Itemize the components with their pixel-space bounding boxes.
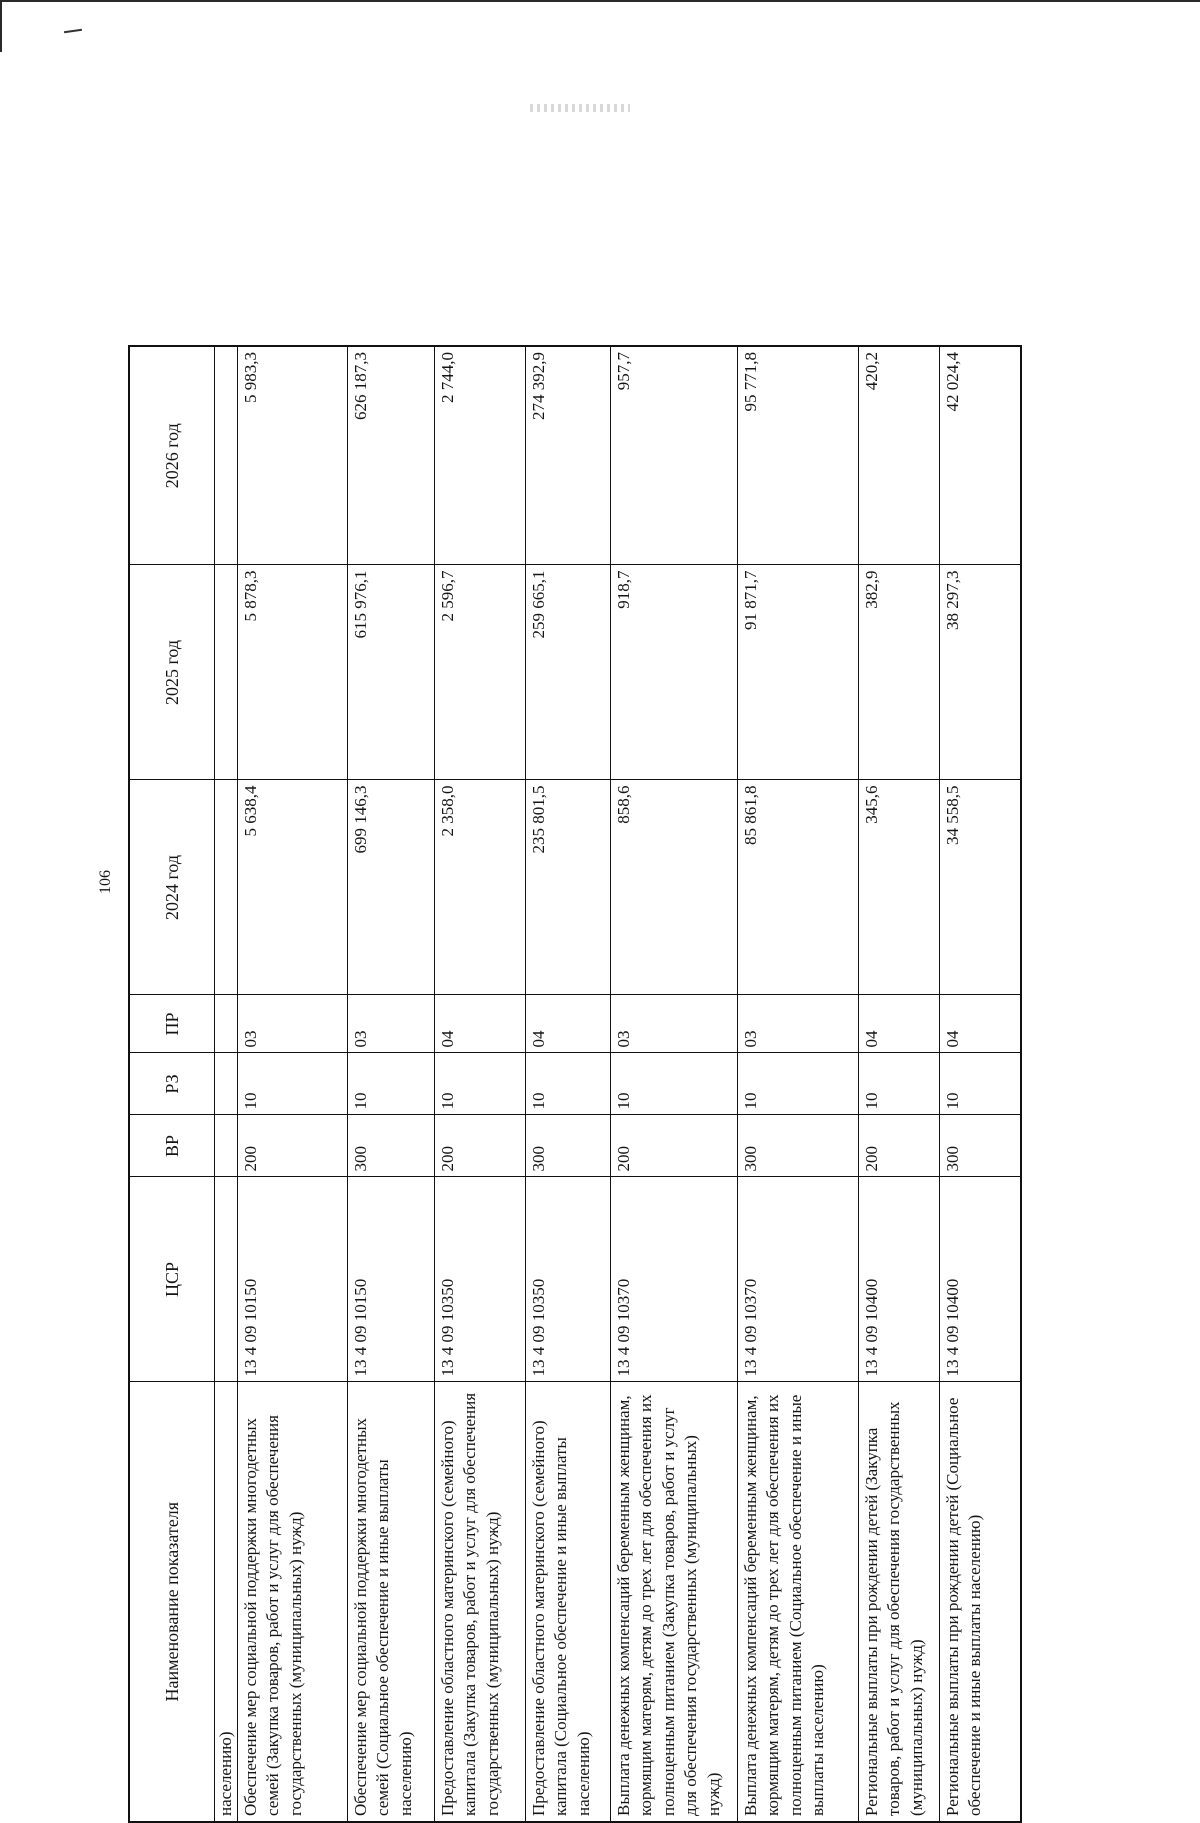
table-row <box>526 346 611 1822</box>
cell-name: Предоставление областного материнского (семейного) капитала (Закупка товаров, работ и услуг для обеспечения государственных (муниципальных) нужд) <box>435 1382 526 1822</box>
cell-rz: 10 <box>859 1053 940 1115</box>
cell-2024: 858,6 <box>611 780 738 995</box>
header-2024: 2024 год <box>129 780 215 995</box>
cell-pr: 04 <box>435 995 526 1053</box>
empty-cell <box>215 1115 238 1177</box>
header-name: Наименование показателя <box>129 1382 215 1822</box>
table-header-row <box>129 346 215 1822</box>
empty-cell <box>215 995 238 1053</box>
cell-name: Обеспечение мер социальной поддержки многодетных семей (Закупка товаров, работ и услуг для обеспечения государственных (муниципальных) нужд) <box>238 1382 348 1822</box>
header-rz: РЗ <box>129 1053 215 1115</box>
scan-edge-top <box>0 0 1200 2</box>
table-row <box>611 346 738 1822</box>
cell-pr: 03 <box>348 995 435 1053</box>
header-csr: ЦСР <box>129 1177 215 1382</box>
cell-csr: 13 4 09 10370 <box>611 1177 738 1382</box>
cell-2024: 2 358,0 <box>435 780 526 995</box>
table-row <box>348 346 435 1822</box>
cell-2024: 5 638,4 <box>238 780 348 995</box>
cell-2026: 42 024,4 <box>940 346 1022 565</box>
empty-cell <box>215 780 238 995</box>
cell-vr: 300 <box>738 1115 859 1177</box>
cell-pr: 03 <box>738 995 859 1053</box>
continuation-text: населению) <box>215 1382 238 1822</box>
cell-2024: 345,6 <box>859 780 940 995</box>
cell-vr: 300 <box>526 1115 611 1177</box>
cell-2025: 615 976,1 <box>348 565 435 780</box>
table-row <box>238 346 348 1822</box>
cell-name: Выплата денежных компенсаций беременным женщинам, кормящим матерям, детям до трех лет для обеспечения их полноценным питанием (Закупка товаров, работ и услуг для обеспечения государственных (муниципальных) нужд) <box>611 1382 738 1822</box>
cell-vr: 200 <box>859 1115 940 1177</box>
scan-noise <box>530 104 630 112</box>
cell-2025: 91 871,7 <box>738 565 859 780</box>
continuation-row <box>215 346 238 1822</box>
cell-2026: 420,2 <box>859 346 940 565</box>
cell-rz: 10 <box>348 1053 435 1115</box>
cell-name: Выплата денежных компенсаций беременным женщинам, кормящим матерям, детям до трех лет для обеспечения их полноценным питанием (Социальное обеспечение и иные выплаты населению) <box>738 1382 859 1822</box>
cell-vr: 300 <box>940 1115 1022 1177</box>
cell-rz: 10 <box>611 1053 738 1115</box>
cell-csr: 13 4 09 10400 <box>859 1177 940 1382</box>
cell-vr: 200 <box>435 1115 526 1177</box>
cell-vr: 200 <box>238 1115 348 1177</box>
cell-rz: 10 <box>738 1053 859 1115</box>
cell-pr: 04 <box>526 995 611 1053</box>
empty-cell <box>215 565 238 780</box>
cell-2025: 2 596,7 <box>435 565 526 780</box>
cell-pr: 04 <box>940 995 1022 1053</box>
cell-csr: 13 4 09 10350 <box>526 1177 611 1382</box>
cell-2026: 626 187,3 <box>348 346 435 565</box>
scan-edge-left <box>0 0 2 52</box>
cell-2026: 95 771,8 <box>738 346 859 565</box>
header-2025: 2025 год <box>129 565 215 780</box>
cell-2024: 85 861,8 <box>738 780 859 995</box>
cell-csr: 13 4 09 10150 <box>238 1177 348 1382</box>
cell-rz: 10 <box>526 1053 611 1115</box>
cell-2024: 699 146,3 <box>348 780 435 995</box>
cell-name: Предоставление областного материнского (семейного) капитала (Социальное обеспечение и иные выплаты населению) <box>526 1382 611 1822</box>
cell-name: Региональные выплаты при рождении детей (Социальное обеспечение и иные выплаты населению) <box>940 1382 1022 1822</box>
cell-2024: 34 558,5 <box>940 780 1022 995</box>
cell-pr: 03 <box>238 995 348 1053</box>
table-row <box>435 346 526 1822</box>
header-2026: 2026 год <box>129 346 215 565</box>
page-number: 106 <box>97 870 114 894</box>
header-vr: ВР <box>129 1115 215 1177</box>
cell-2026: 274 392,9 <box>526 346 611 565</box>
budget-table-rotated <box>128 347 1020 1823</box>
cell-csr: 13 4 09 10350 <box>435 1177 526 1382</box>
cell-2024: 235 801,5 <box>526 780 611 995</box>
cell-vr: 200 <box>611 1115 738 1177</box>
cell-pr: 04 <box>859 995 940 1053</box>
cell-2025: 918,7 <box>611 565 738 780</box>
empty-cell <box>215 346 238 565</box>
cell-csr: 13 4 09 10370 <box>738 1177 859 1382</box>
cell-name: Обеспечение мер социальной поддержки многодетных семей (Социальное обеспечение и иные выплаты населению) <box>348 1382 435 1822</box>
cell-rz: 10 <box>435 1053 526 1115</box>
cell-pr: 03 <box>611 995 738 1053</box>
cell-2025: 259 665,1 <box>526 565 611 780</box>
cell-2025: 38 297,3 <box>940 565 1022 780</box>
cell-csr: 13 4 09 10400 <box>940 1177 1022 1382</box>
cell-csr: 13 4 09 10150 <box>348 1177 435 1382</box>
empty-cell <box>215 1053 238 1115</box>
budget-table <box>128 345 1022 1823</box>
cell-rz: 10 <box>940 1053 1022 1115</box>
cell-2026: 2 744,0 <box>435 346 526 565</box>
table-row <box>940 346 1022 1822</box>
cell-2026: 957,7 <box>611 346 738 565</box>
table-row <box>859 346 940 1822</box>
cell-2025: 5 878,3 <box>238 565 348 780</box>
cell-name: Региональные выплаты при рождении детей (Закупка товаров, работ и услуг для обеспечения государственных (муниципальных) нужд) <box>859 1382 940 1822</box>
cell-vr: 300 <box>348 1115 435 1177</box>
cell-rz: 10 <box>238 1053 348 1115</box>
header-pr: ПР <box>129 995 215 1053</box>
cell-2026: 5 983,3 <box>238 346 348 565</box>
empty-cell <box>215 1177 238 1382</box>
table-row <box>738 346 859 1822</box>
scan-mark <box>64 29 82 33</box>
cell-2025: 382,9 <box>859 565 940 780</box>
